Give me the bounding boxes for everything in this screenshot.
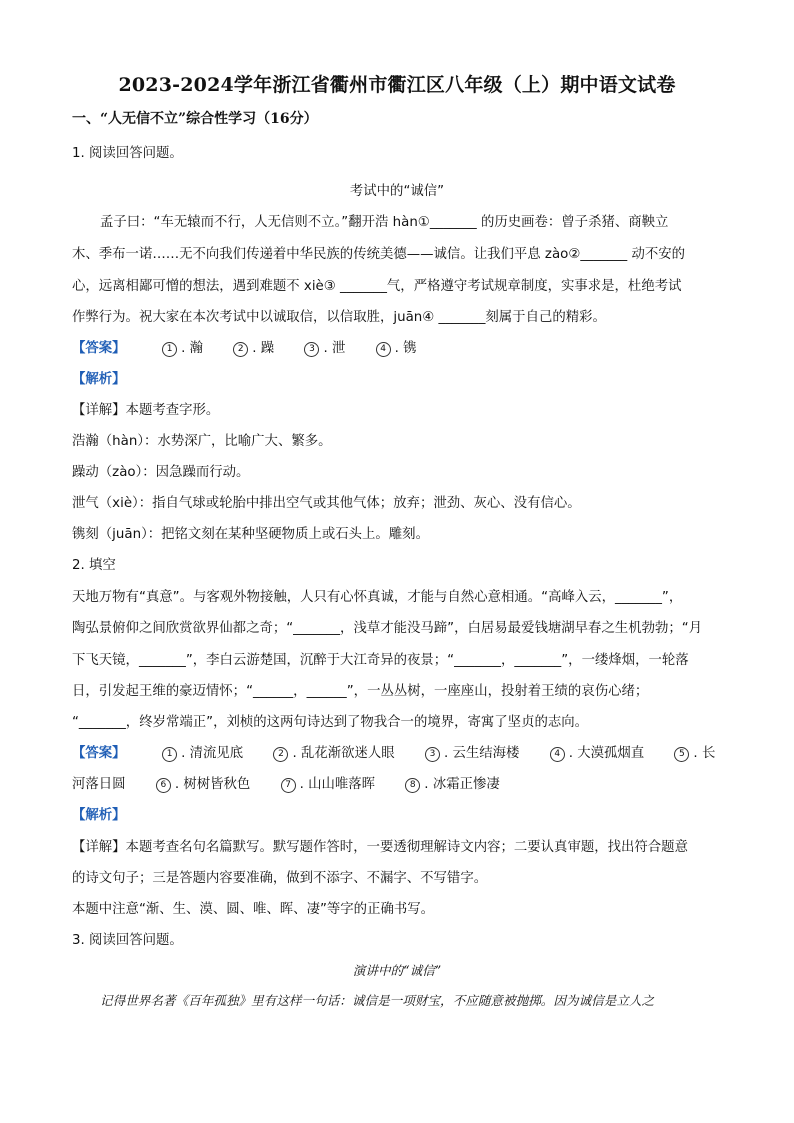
- q2-answer-row: [72, 747, 715, 762]
- circled-number-3: 3: [304, 342, 319, 357]
- answer-item: 2 . 躁: [233, 341, 274, 356]
- q1-answer-row: [72, 342, 443, 357]
- q2-line: 日，引发起王维的豪迈情怀；“______，______”，一丛丛树，一座座山，投射着王绩的哀伤心绪；: [72, 684, 649, 699]
- q1-explanation: 镌刻（juān）：把铭文刻在某种坚硬物质上或石头上。雕刻。: [72, 527, 429, 542]
- q3-passage-title: 演讲中的“诚信”: [352, 963, 442, 978]
- circled-number-1: 1: [162, 342, 177, 357]
- q2-prompt: 2. 填空: [72, 558, 116, 573]
- answer-item: 6 . 树树皆秋色: [156, 777, 250, 792]
- q1-explanation: 泄气（xiè）：指自气球或轮胎中排出空气或其他气体；放弃；泄劲、灰心、没有信心。: [72, 496, 581, 511]
- analysis-label: 【解析】: [72, 372, 126, 387]
- q1-passage-line: 作弊行为。祝大家在本次考试中以诚取信，以信取胜，juān④ _______刻属于自己的精彩。: [72, 310, 606, 325]
- q2-answer-row-cont: [72, 778, 526, 793]
- answer-item-cont: 河落日圆: [72, 777, 126, 792]
- q1-passage-line: 木、季布一诺……无不向我们传递着中华民族的传统美德——诚信。让我们平息 zào②_______ 动不安的: [72, 247, 686, 262]
- answer-item: 1 . 瀚: [162, 341, 203, 356]
- q1-passage-title: 考试中的“诚信”: [349, 184, 445, 199]
- q2-detail: 【详解】本题考查名句名篇默写。默写题作答时，一要透彻理解诗文内容；二要认真审题，找出符合题意: [72, 840, 688, 855]
- q1-explanation: 浩瀚（hàn）：水势深广，比喻广大、繁多。: [72, 434, 332, 449]
- answer-item: 2 . 乱花渐欲迷人眼: [273, 746, 394, 761]
- answer-label: 【答案】: [72, 341, 126, 356]
- q2-line: 天地万物有“真意”。与客观外物接触，人只有心怀真诚，才能与自然心意相通。“高峰入云，_______”，: [72, 590, 683, 605]
- q1-prompt: 1. 阅读回答问题。: [72, 146, 183, 161]
- q2-detail: 本题中注意“渐、生、漠、圆、唯、晖、凄”等字的正确书写。: [72, 902, 435, 917]
- answer-item: 4 . 镌: [376, 341, 417, 356]
- section-heading: 一、“人无信不立”综合性学习（16分）: [72, 111, 318, 127]
- answer-item: 3 . 泄: [304, 341, 345, 356]
- answer-item: 8 . 冰霜正惨凄: [405, 777, 499, 792]
- q1-explanation: 躁动（zào）：因急躁而行动。: [72, 465, 250, 480]
- answer-label: 【答案】: [72, 746, 126, 761]
- q1-passage-line: 心，远离相鄙可憎的想法，遇到难题不 xiè③ _______气，严格遵守考试规章制度，实事求是，杜绝考试: [72, 279, 682, 294]
- answer-item: 4 . 大漠孤烟直: [550, 746, 644, 761]
- exam-title: 2023-2024学年浙江省衢州市衢江区八年级（上）期中语文试卷: [118, 74, 676, 96]
- q3-passage-line: 记得世界名著《百年孤独》里有这样一句话：诚信是一项财宝，不应随意被抛掷。因为诚信是立人之: [100, 993, 655, 1008]
- q3-prompt: 3. 阅读回答问题。: [72, 933, 183, 948]
- answer-item: 1 . 清流见底: [162, 746, 243, 761]
- circled-number-2: 2: [233, 342, 248, 357]
- answer-item: 3 . 云生结海楼: [425, 746, 519, 761]
- q2-detail: 的诗文句子；三是答题内容要准确，做到不添字、不漏字、不写错字。: [72, 871, 488, 886]
- analysis-label: 【解析】: [72, 808, 126, 823]
- q2-line: “_______，终岁常端正”，刘桢的这两句诗达到了物我合一的境界，寄寓了坚贞的志向。: [72, 715, 589, 730]
- q2-line: 陶弘景俯仰之间欣赏欲界仙都之奇；“_______，浅草才能没马蹄”，白居易最爱钱塘湖早春之生机勃勃；“月: [72, 621, 703, 636]
- answer-item: 5 . 长: [674, 746, 715, 761]
- answer-item: 7 . 山山唯落晖: [281, 777, 375, 792]
- q1-passage-line: 孟子曰：“车无辕而不行，人无信则不立。”翻开浩 hàn①_______ 的历史画卷：曾子杀猪、商鞅立: [100, 215, 669, 230]
- q1-detail: 【详解】本题考查字形。: [72, 403, 220, 418]
- circled-number-4: 4: [376, 342, 391, 357]
- q2-line: 下飞天镜，_______”，李白云游楚国，沉醉于大江奇异的夜景；“_______，_______”，一缕烽烟，一轮落: [72, 653, 689, 668]
